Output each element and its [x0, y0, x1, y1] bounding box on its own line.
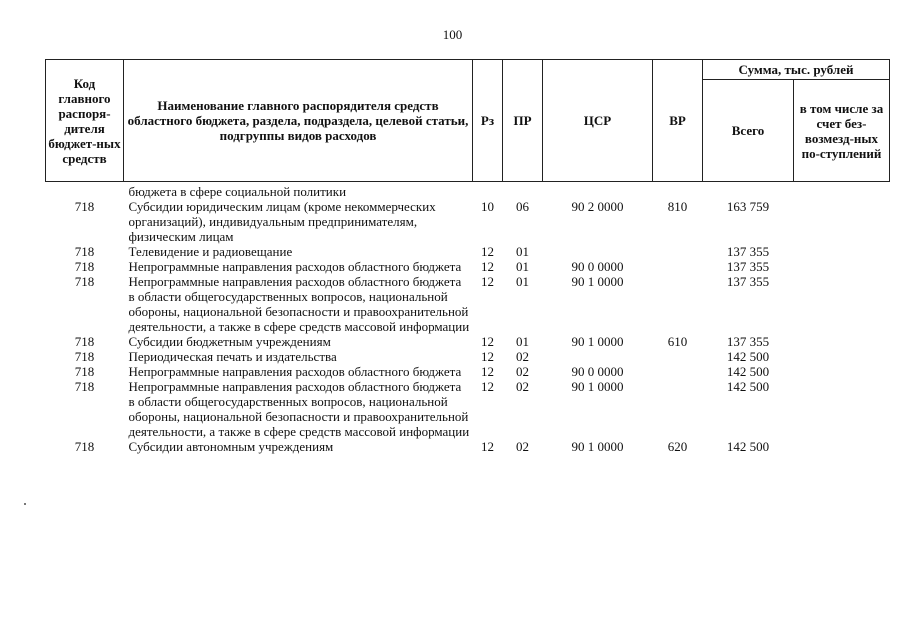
cell-total: 137 355: [726, 334, 770, 349]
cell-code: 718: [74, 349, 95, 364]
table-body: [46, 182, 890, 455]
header-sum-group: Сумма, тыс. рублей: [703, 60, 890, 80]
cell-code: 718: [74, 379, 95, 394]
cell-vr: 620: [667, 439, 688, 454]
table-row: [46, 349, 890, 364]
cell-csr: 90 2 0000: [571, 199, 624, 214]
cell-pr: [503, 182, 543, 200]
cell-pr: 01: [516, 334, 529, 349]
cell-total: [703, 182, 794, 200]
cell-csr: 90 1 0000: [571, 274, 624, 289]
table-row: [46, 274, 890, 334]
table-row: [46, 199, 890, 244]
cell-extra: [794, 274, 890, 334]
cell-rz: 12: [481, 259, 494, 274]
cell-extra: [794, 349, 890, 364]
cell-pr: 01: [516, 259, 529, 274]
table-row: [46, 439, 890, 454]
cell-extra: [794, 379, 890, 439]
cell-extra: [794, 259, 890, 274]
cell-vr: 810: [667, 199, 688, 214]
cell-pr: 01: [516, 244, 529, 259]
cell-total: 163 759: [726, 199, 770, 214]
cell-csr: [543, 182, 653, 200]
cell-name: бюджета в сфере социальной политики: [128, 184, 347, 199]
cell-total: 142 500: [726, 439, 770, 454]
header-pr: ПР: [503, 60, 543, 182]
cell-total: 142 500: [726, 364, 770, 379]
cell-total: 142 500: [726, 349, 770, 364]
table-row: [46, 379, 890, 439]
cell-csr: [543, 349, 653, 364]
cell-extra: [794, 364, 890, 379]
cell-code: 718: [74, 334, 95, 349]
cell-rz: [473, 182, 503, 200]
cell-name: Периодическая печать и издательства: [128, 349, 337, 364]
table-header: [46, 60, 890, 182]
header-code: Код главного распоря-дителя бюджет-ных средств: [46, 60, 124, 182]
header-csr: ЦСР: [543, 60, 653, 182]
cell-code: 718: [74, 439, 95, 454]
cell-csr: 90 0 0000: [571, 364, 624, 379]
cell-code: [46, 182, 124, 200]
cell-csr: 90 0 0000: [571, 259, 624, 274]
cell-rz: 12: [481, 349, 494, 364]
cell-rz: 12: [481, 364, 494, 379]
cell-extra: [794, 334, 890, 349]
cell-pr: 02: [516, 439, 529, 454]
header-extra: в том числе за счет без-возмезд-ных по-ступлений: [794, 80, 890, 182]
cell-vr: [653, 274, 703, 334]
cell-pr: 02: [516, 364, 529, 379]
budget-table: [45, 59, 890, 454]
header-total: Всего: [703, 80, 794, 182]
cell-extra: [794, 182, 890, 200]
cell-name: Субсидии юридическим лицам (кроме некоммерческих организаций), индивидуальным предпринимателям, физическим лицам: [128, 199, 436, 244]
cell-extra: [794, 439, 890, 454]
cell-vr: 610: [667, 334, 688, 349]
cell-name: Непрограммные направления расходов областного бюджета в области общегосударственных вопросов, национальной обороны, национальной безопасности и правоохранительной деятельности, а также в сфере средств массовой информации: [128, 379, 470, 439]
cell-pr: 02: [516, 379, 529, 394]
cell-total: 137 355: [726, 274, 770, 289]
cell-name: Непрограммные направления расходов областного бюджета в области общегосударственных вопросов, национальной обороны, национальной безопасности и правоохранительной деятельности, а также в сфере средств массовой информации: [128, 274, 470, 334]
cell-rz: 12: [481, 334, 494, 349]
cell-pr: 06: [516, 199, 529, 214]
cell-code: 718: [74, 364, 95, 379]
cell-vr: [653, 349, 703, 364]
cell-rz: 12: [481, 439, 494, 454]
cell-extra: [794, 244, 890, 259]
cell-rz: 12: [481, 274, 494, 289]
cell-pr: 01: [516, 274, 529, 289]
cell-total: 137 355: [726, 244, 770, 259]
cell-code: 718: [74, 199, 95, 214]
table-row: [46, 364, 890, 379]
table-row: [46, 334, 890, 349]
table-row: [46, 259, 890, 274]
cell-csr: [543, 244, 653, 259]
cell-name: Непрограммные направления расходов областного бюджета: [128, 364, 462, 379]
cell-rz: 12: [481, 244, 494, 259]
header-rz: Рз: [473, 60, 503, 182]
header-name: Наименование главного распорядителя средств областного бюджета, раздела, подраздела, целевой статьи, подгруппы видов расходов: [124, 60, 473, 182]
cell-rz: 12: [481, 379, 494, 394]
cell-code: 718: [74, 274, 95, 289]
cell-vr: [653, 259, 703, 274]
cell-csr: 90 1 0000: [571, 439, 624, 454]
cell-name: Телевидение и радиовещание: [128, 244, 293, 259]
cell-name: Субсидии автономным учреждениям: [128, 439, 334, 454]
cell-code: 718: [74, 259, 95, 274]
cell-csr: 90 1 0000: [571, 379, 624, 394]
table-row: [46, 244, 890, 259]
header-vr: ВР: [653, 60, 703, 182]
cell-total: 137 355: [726, 259, 770, 274]
cell-vr: [653, 364, 703, 379]
cell-total: 142 500: [726, 379, 770, 394]
cell-name: Непрограммные направления расходов областного бюджета: [128, 259, 462, 274]
cell-pr: 02: [516, 349, 529, 364]
page-number: 100: [442, 27, 463, 42]
cell-vr: [653, 244, 703, 259]
cell-csr: 90 1 0000: [571, 334, 624, 349]
cell-rz: 10: [481, 199, 494, 214]
cell-code: 718: [74, 244, 95, 259]
table-row: [46, 182, 890, 200]
cell-vr: [653, 182, 703, 200]
cell-extra: [794, 199, 890, 244]
cell-name: Субсидии бюджетным учреждениям: [128, 334, 331, 349]
scan-speck: [24, 503, 26, 505]
cell-vr: [653, 379, 703, 439]
